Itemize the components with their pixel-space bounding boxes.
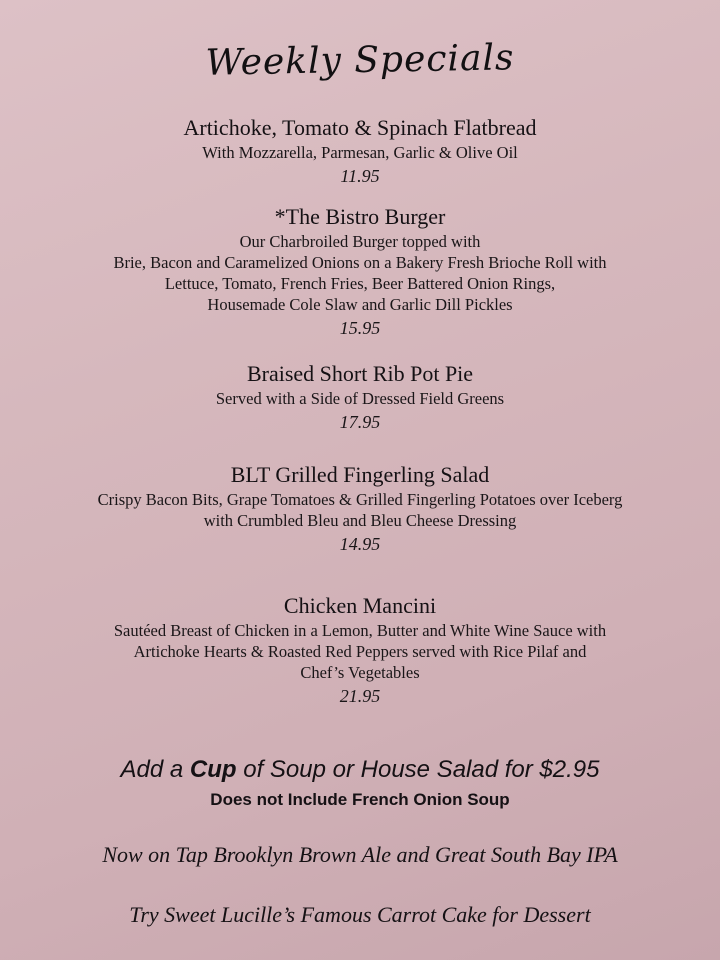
menu-item-short-rib-pot-pie (0, 360, 720, 434)
menu-item-blt-salad (0, 461, 720, 556)
dish-description: Our Charbroiled Burger topped with (239, 232, 481, 251)
dish-description: Crispy Bacon Bits, Grape Tomatoes & Grilled Fingerling Potatoes over Iceberg (97, 490, 623, 509)
dish-name: BLT Grilled Fingerling Salad (230, 462, 490, 487)
dish-price: 21.95 (339, 686, 381, 706)
dish-name: Braised Short Rib Pot Pie (246, 361, 474, 386)
dish-price: 14.95 (339, 534, 381, 554)
dish-description: Housemade Cole Slaw and Garlic Dill Pickles (207, 295, 513, 314)
dessert-promo: Try Sweet Lucille’s Famous Carrot Cake for Dessert (129, 902, 591, 927)
addon-suffix: of Soup or House Salad for $2.95 (236, 756, 600, 783)
dish-description: with Crumbled Bleu and Bleu Cheese Dressing (203, 511, 517, 530)
dish-price: 17.95 (339, 412, 381, 432)
dish-description: With Mozzarella, Parmesan, Garlic & Olive Oil (202, 143, 518, 162)
dish-name: Artichoke, Tomato & Spinach Flatbread (183, 115, 537, 140)
menu-title: Weekly Specials (205, 37, 515, 84)
menu-item-bistro-burger (0, 203, 720, 340)
dish-description: Artichoke Hearts & Roasted Red Peppers served with Rice Pilaf and (133, 642, 587, 661)
menu-item-flatbread (0, 114, 720, 188)
addon-prefix: Add a (120, 756, 190, 783)
dish-price: 15.95 (339, 318, 381, 338)
addon-note: Does not Include French Onion Soup (210, 790, 510, 809)
soup-salad-addon (0, 756, 720, 784)
addon-emphasis: Cup (189, 756, 237, 783)
dish-description: Lettuce, Tomato, French Fries, Beer Battered Onion Rings, (164, 274, 556, 293)
dish-price: 11.95 (340, 166, 380, 186)
dish-description: Chef’s Vegetables (300, 663, 420, 682)
dish-name: *The Bistro Burger (274, 204, 446, 229)
dish-description: Sautéed Breast of Chicken in a Lemon, Butter and White Wine Sauce with (113, 621, 607, 640)
dish-name: Chicken Mancini (283, 593, 437, 618)
menu-item-chicken-mancini (0, 592, 720, 708)
tap-beer-promo: Now on Tap Brooklyn Brown Ale and Great South Bay IPA (102, 842, 618, 867)
dish-description: Served with a Side of Dressed Field Greens (215, 389, 505, 408)
dish-description: Brie, Bacon and Caramelized Onions on a Bakery Fresh Brioche Roll with (113, 253, 607, 272)
